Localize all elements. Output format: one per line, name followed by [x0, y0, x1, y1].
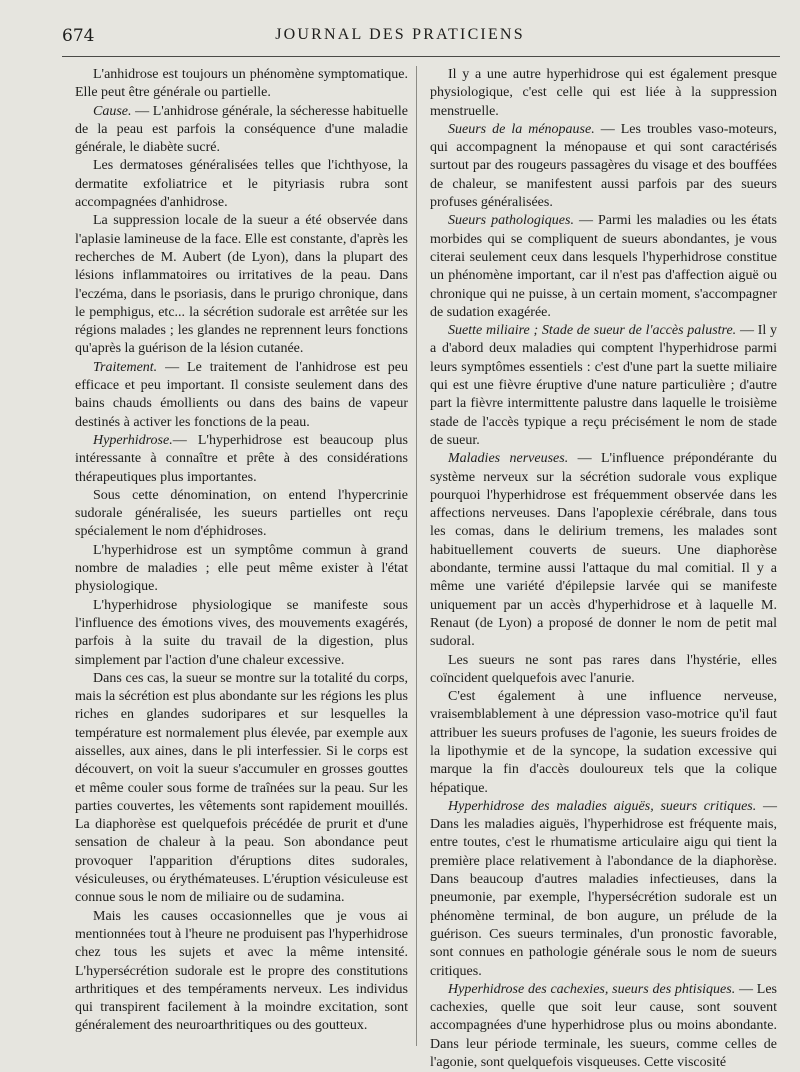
paragraph: [430, 212, 777, 322]
paragraph-text: Sous cette dénomination, on entend l'hypercrinie sudorale généralisée, les sueurs partielles ont reçu spécialement le nom d'éphidroses.: [75, 487, 408, 540]
paragraph-lead: Traitement.: [93, 359, 158, 375]
paragraph: [75, 359, 408, 432]
paragraph: [75, 157, 408, 212]
paragraph-lead: Sueurs de la ménopause.: [448, 121, 595, 137]
paragraph-text: Mais les causes occasionnelles que je vous ai mentionnées tout à l'heure ne produisent pas l'hyperhidrose chez tous les sujets et avec la même intensité. L'hypersécrétion sudorale est le propre des constitutions arthritiques et des tempéraments nerveux. Les individus qui transpirent facilement à la moindre excitation, sont généralement des neuroarthritiques ou des goutteux.: [75, 908, 408, 1034]
paragraph-lead: Hyperhidrose.: [93, 432, 173, 448]
left-text-column: [75, 66, 408, 1036]
paragraph: [430, 981, 777, 1072]
page-number: 674: [62, 26, 95, 46]
paragraph: [75, 432, 408, 487]
paragraph-lead: Maladies nerveuses.: [448, 451, 569, 467]
paragraph: [430, 652, 777, 689]
paragraph-text: La suppression locale de la sueur a été observée dans l'aplasie lamineuse de la face. Elle est constante, d'après les recherches de M. Aubert (de Lyon), dans la plupart des lésions inflammatoires ou irritatives de la peau. Dans l'eczéma, dans le psoriasis, dans le prurigo chronique, dans le pemphigus, etc... la sécrétion sudorale est arrêtée sur les régions malades ; les glandes ne reprennent leurs fonctions qu'après la guérison de la lésion cutanée.: [75, 213, 408, 357]
paragraph: [75, 103, 408, 158]
paragraph: [430, 450, 777, 651]
paragraph-text: L'hyperhidrose physiologique se manifeste sous l'influence des émotions vives, des mouvements exagérés, parfois à la suite du travail de la digestion, plus simplement par l'action d'une chaleur excessive.: [75, 597, 408, 668]
paragraph-text: — Les cachexies, quelle que soit leur cause, sont souvent accompagnées d'une hyperhidrose plus ou moins abondante. Dans leur période terminale, les sueurs, comme celles de l'agonie, sont quelquefois visqueuses. Cette viscosité: [430, 981, 777, 1071]
paragraph: [430, 798, 777, 981]
paragraph-text: — L'anhidrose générale, la sécheresse habituelle de la peau est parfois la conséquence d'une maladie générale, le diabète sucré.: [75, 103, 408, 156]
paragraph: [75, 908, 408, 1036]
paragraph: [430, 121, 777, 212]
paragraph-text: — Le traitement de l'anhidrose est peu efficace et peu important. Il consiste seulement dans des bains chauds émollients ou dans des bains de vapeur destinés à activer les fonctions de la peau.: [75, 359, 408, 430]
paragraph-text: C'est également à une influence nerveuse, vraisemblablement à une dépression vaso-motrice qu'il faut attribuer les sueurs profuses de l'agonie, les sueurs froides de la lipothymie et de la syncope, la sudation excessive qui marque la fin d'accès douloureux tels que la colique hépatique.: [430, 689, 777, 796]
page-header: [0, 24, 800, 50]
paragraph: [430, 688, 777, 798]
paragraph: [75, 597, 408, 670]
paragraph-text: — Il y a d'abord deux maladies qui comptent l'hyperhidrose parmi leurs symptômes essentiels : c'est d'une part la suette miliaire qui est une fièvre éruptive d'une nature particulière ; d'autre part la fièvre intermittente palustre dans laquelle le troisième stade de l'accès typique a reçu précisément le nom de stade de sueur.: [430, 323, 777, 448]
right-text-column: [430, 66, 777, 1072]
paragraph-text: L'anhidrose est toujours un phénomène symptomatique. Elle peut être générale ou partielle.: [75, 67, 408, 101]
paragraph: [75, 487, 408, 542]
column-divider: [416, 66, 417, 1046]
paragraph-text: L'hyperhidrose est un symptôme commun à grand nombre de maladies ; elle peut même exister à l'état physiologique.: [75, 542, 408, 595]
paragraph-text: — L'hyperhidrose est beaucoup plus intéressante à connaître et prête à des considérations thérapeutiques plus importantes.: [75, 432, 408, 485]
paragraph-text: Il y a une autre hyperhidrose qui est également presque physiologique, c'est celle qui est liée à la suppression menstruelle.: [430, 67, 777, 119]
paragraph: [430, 66, 777, 121]
paragraph: [75, 670, 408, 908]
paragraph: [430, 322, 777, 450]
paragraph-text: — Dans les maladies aiguës, l'hyperhidrose est fréquente mais, entre toutes, c'est le rhumatisme articulaire aigu qui tient la première place relativement à l'abondance de la diaphorèse. Dans beaucoup d'autres maladies infectieuses, dans la pneumonie, par exemple, l'hypersécrétion sudorale est un phénomène terminal, de bon augure, un prélude de la guérison. Ces sueurs terminales, d'un pronostic favorable, sont connues en pathologie générale sous le nom de sueurs critiques.: [430, 798, 778, 979]
paragraph-text: Les dermatoses généralisées telles que l'ichthyose, la dermatite exfoliatrice et le pityriasis rubra sont accompagnées d'anhidrose.: [75, 158, 408, 211]
journal-title: JOURNAL DES PRATICIENS: [275, 26, 525, 43]
paragraph-text: Les sueurs ne sont pas rares dans l'hystérie, elles coïncident quelquefois avec l'anurie.: [430, 652, 777, 686]
paragraph: [75, 542, 408, 597]
paragraph-text: — Parmi les maladies ou les états morbides qui se compliquent de sueurs abondantes, je vous citerai seulement ceux dans lesquels l'hyperhidrose constitue un phénomène important, car il n'est pas d'affection aiguë ou chronique qui ne puisse, à un certain moment, s'accompagner de sudation exagérée.: [430, 213, 777, 320]
paragraph-lead: Suette miliaire ; Stade de sueur de l'accès palustre.: [448, 323, 737, 339]
paragraph: [75, 212, 408, 358]
paragraph-lead: Hyperhidrose des cachexies, sueurs des phtisiques.: [448, 981, 736, 997]
paragraph-text: Dans ces cas, la sueur se montre sur la totalité du corps, mais la sécrétion est plus abondante sur les régions les plus riches en glandes sudoripares et sur lesquelles la température est normalement plus élevée, par exemple aux aisselles, aux aines, dans le pli interfessier. Si le corps est découvert, on voit la sueur s'accumuler en grosses gouttes et même couler sous forme de traînées sur la peau. Sur les parties couvertes, les vêtements sont rapidement mouillés. La diaphorèse est quelquefois précédée de prurit et d'une sensation de chaleur à la peau. Son abondance peut provoquer l'apparition d'éruptions dites sudorales, vésiculeuses, ou érythémateuses. L'éruption vésiculeuse est connue sous le nom de miliaire ou de sudamina.: [75, 670, 408, 906]
paragraph-lead: Hyperhidrose des maladies aiguës, sueurs critiques.: [448, 798, 757, 814]
paragraph: [75, 66, 408, 103]
paragraph-lead: Cause.: [93, 103, 132, 119]
header-rule: [62, 56, 780, 57]
paragraph-lead: Sueurs pathologiques.: [448, 213, 574, 229]
paragraph-text: — L'influence prépondérante du système nerveux sur la sécrétion sudorale vous explique pourquoi l'hyperhidrose est fréquemment observée dans les affections nerveuses. Dans l'apoplexie cérébrale, dans tous les comas, dans le delirium tremens, les malades sont habituellement couverts de sueurs. Une diaphorèse abondante, termine aussi l'attaque du mal comitial. Il y a même une variété d'épilepsie larvée qui se manifeste uniquement par un accès d'hyperhidrose et à laquelle M. Renaut (de Lyon) a proposé de donner le nom de petit mal sudoral.: [430, 451, 777, 650]
paragraph-text: — Les troubles vaso-moteurs, qui accompagnent la ménopause et qui sont caractérisés surtout par des rougeurs passagères du visage et des bouffées de chaleur, se manifestent aussi parfois par des sueurs profuses généralisées.: [430, 121, 778, 211]
